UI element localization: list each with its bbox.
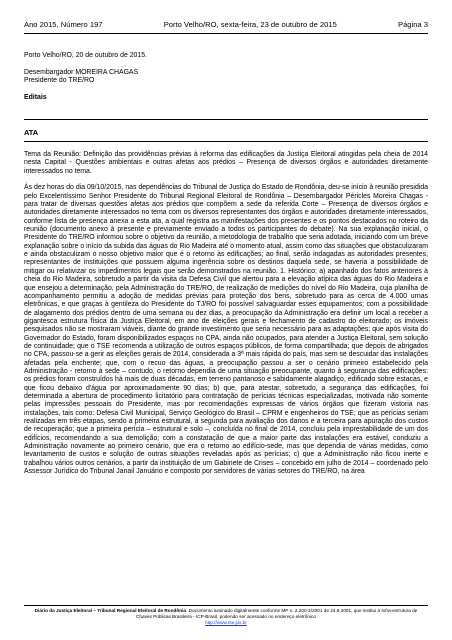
letter-closing [24,52,428,102]
section-heading-ata: ATA [24,128,39,137]
footer-publication-name: Diário da Justiça Eleitoral – Tribunal Regional Eleitoral de Rondônia [34,608,187,613]
footer-url-link[interactable]: http://www.tse.jus.br [205,620,247,626]
editais-divider [24,119,428,120]
header-place-date: Porto Velho/RO, sexta-feira, 23 de outubro de 2015 [163,20,337,29]
signatory-name: Desembargador MOREIRA CHAGAS [24,68,139,76]
date-line: Porto Velho/RO, 20 de outubro de 2015. [24,52,147,59]
section-heading-editais: Editais [24,94,47,101]
ata-divider [24,141,428,142]
footer-legal-notice: . Documento assinado digitalmente conforme MP n. 2.200-2/2001 de 24.8.2001, que institui a Infra-estrutura de Chaves Públicas Brasileira - ICP-Brasil, podendo ser acessado no endereço eletrônico [135,608,418,620]
page-footer [30,608,422,626]
page-number: Página 3 [398,20,428,29]
minutes-text: Às dez horas do dia 09/10/2015, nas dependências do Tribunal de Justiça do Estado de Rondônia, deu-se início à reunião presidida pelo Excelentíssimo Senhor Presidente do Tribunal Regional Eleitoral de Rondônia – Desembargador Péricles Moreira Chagas - para tratar de diversas questões afetas aos prédios que compõem a sede da referida Corte – Presença de diversos órgãos e autoridades diretamente interessados no tema com os diversos representantes dos órgãos e autoridades diretamente interessados, conforme lista de presença anexa a esta ata, a qual registra as manifestações dos presentes e os pontos destacados no roteiro da reunião (documento anexo à presente e previamente enviado a todos os participantes do debate). Na sua explanação inicial, o Presidente do TRE/RO informou sobre o objetivo da reunião, a metodologia de trabalho que seria adotada, iniciando com um breve explanação sobre o início da subida das águas do Rio Madeira até o momento atual, assim como das situações que obstaculizaram e ainda obstaculizam o nosso objetivo maior que é o retorno às edificações; ao final, serão indagadas as autoridades presentes, representantes de instituições que possuem alguma ingerência sobre os destinos daquela sede, se haveria a possibilidade de mitigar ou relativizar os impedimentos legais que serão demonstrados na reunião. 1. Histórico: a) apanhado dos fatos anteriores à cheia do Rio Madeira, sobretudo a partir da visita da Defesa Civil que alertou para a elevação atípica das águas do Rio Madeira e que ensejou a determinação, pela Administração do TRE/RO, de realização de medições do nível do Rio Madeira, cuja planilha de acompanhamento permitiu a adoção de medidas prévias para proteção dos bens, sobretudo para as cerca de 4.000 urnas eletrônicas, e que graças à gentileza do Presidente do TJ/RO foi possível salvaguardar esses equipamentos; com a possibilidade de alagamento dos prédios dentro de uma semana ou dez dias, a preocupação da Administração era definir um local a receber a gigantesca estrutura física da Justiça Eleitoral, em ano de eleições gerais e fechamento de cadastro do eleitorado; os imóveis pesquisados não se mostraram viáveis, diante do grande investimento que seria necessário para as adaptações; que após visita do Governador do Estado, foram disponibilizados espaços no CPA, ainda não ocupados, para atender a Justiça Eleitoral, sem solução de continuidade; que o TSE recomenda a utilização de outros espaços públicos, de forma compartilhada; que depois de abrigados no CPA, passou-se a gerir as eleições gerais de 2014, considerada a 3ª mais rápida do país, mas sem se descuidar das instalações afetadas pela enchente; que, com o recuo das águas, a preocupação passou a ser o cenário primeiro estabelecido pela Administração - retorno à sede – contudo, o retorno dependia de uma situação preocupante, quanto à segurança das edificações: os prédios foram construídos há mais de duas décadas, em terreno pantanoso e sabidamente alagadiço, edificado sobre estacas, e que ficou debaixo d'água por aproximadamente 90 dias; b) que, para atestar, sobretudo, a segurança das edificações, foi determinada a abertura de procedimento licitatório para contratação de perícias técnicas especializadas, motivada não somente pelas impressões pessoais do Presidente, mas por recomendações expressas de vários órgãos que fizeram vistoria nas instalações, tais como: Defesa Civil Municipal, Serviço Geológico do Brasil – CPRM e engenheiros do TSE; que as perícias seriam realizadas em três etapas, sendo a primeira estrutural, a segunda para avaliação dos danos e a terceira para apuração dos custos de recuperação; que a primeira perícia – estrutural e solo –, concluída no final de 2014, concluiu pela imprestabilidade de um dos edifícios, recomendando a sua demolição; com a constatação de que a maior parte das instalações era estável, conduziu a Administração novamente ao primeiro cenário, que era o retorno ao edifício-sede, mas que dependia de várias medidas, como levantamento de custos e solução de outras situações reveladas após as perícias; c) que a Administração não ficou inerte e trabalhou vários outros cenários, a partir da instituição de um Gabinete de Crises – concebido em julho de 2014 – coordenado pelo Assessor Jurídico do Tribunal Janail Januário e composto por servidores de várias setores do TRE/RO, na área [24,184,428,476]
meeting-topic: Tema da Reunião: Definição das providências prévias à reforma das edificações da Justiça Eleitoral atingidas pela cheia de 2014 nesta Capital - Questões ambientais e outras afetas aos prédios – Presença de diversos órgãos e autoridades diretamente interessados no tema. [24,151,428,175]
page-header [24,20,428,30]
signatory-title: Presidente do TRE/RO [24,77,95,85]
footer-divider [24,605,428,606]
ata-body [24,151,428,476]
issue-number: Ano 2015, Número 197 [24,20,103,29]
header-divider [24,33,428,34]
